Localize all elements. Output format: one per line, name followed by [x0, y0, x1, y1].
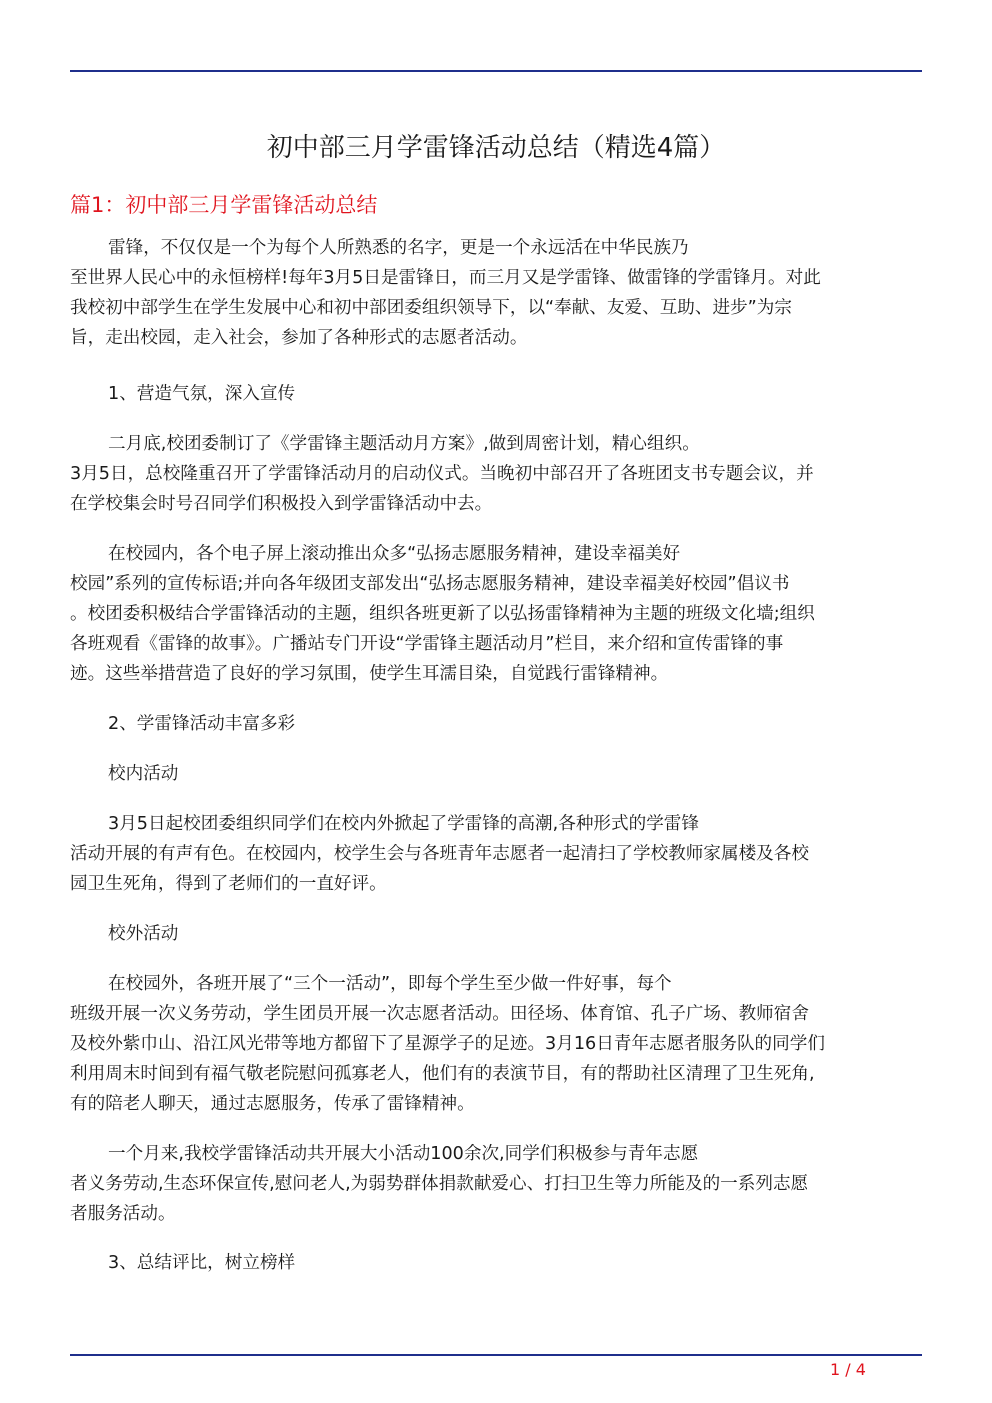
text-line: 在校园外，各班开展了“三个一活动”，即每个学生至少做一件好事，每个	[108, 974, 672, 994]
text-line: 校园”系列的宣传标语;并向各年级团支部发出“弘扬志愿服务精神，建设幸福美好校园”倡议书	[70, 574, 790, 594]
text-line: 及校外紫巾山、沿江风光带等地方都留下了星源学子的足迹。3月16日青年志愿者服务队的同学们	[70, 1034, 825, 1054]
text-line: 至世界人民心中的永恒榜样!每年3月5日是雷锋日，而三月又是学雷锋、做雷锋的学雷锋月。对此	[70, 268, 821, 288]
text-line: 二月底,校团委制订了《学雷锋主题活动月方案》,做到周密计划，精心组织。	[108, 434, 700, 454]
text-line: 校外活动	[108, 924, 179, 944]
subheading-evaluation	[70, 1248, 922, 1278]
text-line: 2、学雷锋活动丰富多彩	[108, 714, 296, 734]
footer-rule	[70, 1354, 922, 1356]
subheading-atmosphere	[70, 379, 922, 409]
text-line: 者义务劳动,生态环保宣传,慰问老人,为弱势群体捐款献爱心、打扫卫生等力所能及的一系列志愿	[70, 1174, 809, 1194]
paragraph-campus-publicity	[70, 539, 922, 689]
section-heading: 篇1：初中部三月学雷锋活动总结	[70, 193, 378, 217]
paragraph-month-summary	[70, 1139, 922, 1229]
text-line: 班级开展一次义务劳动，学生团员开展一次志愿者活动。田径场、体育馆、孔子广场、教师宿舍	[70, 1004, 809, 1024]
paragraph-off-campus	[70, 969, 922, 1119]
text-line: 3月5日，总校隆重召开了学雷锋活动月的启动仪式。当晚初中部召开了各班团支书专题会议，并	[70, 464, 814, 484]
text-line: 。校团委积极结合学雷锋活动的主题，组织各班更新了以弘扬雷锋精神为主题的班级文化墙;组织	[70, 604, 815, 624]
text-line: 有的陪老人聊天，通过志愿服务，传承了雷锋精神。	[70, 1094, 475, 1114]
text-line: 在学校集会时号召同学们积极投入到学雷锋活动中去。	[70, 494, 493, 514]
paragraph-intro	[70, 233, 922, 353]
text-line: 在校园内，各个电子屏上滚动推出众多“弘扬志愿服务精神，建设幸福美好	[108, 544, 681, 564]
text-line: 利用周末时间到有福气敬老院慰问孤寡老人，他们有的表演节目，有的帮助社区清理了卫生死角,	[70, 1064, 815, 1084]
text-line: 一个月来,我校学雷锋活动共开展大小活动100余次,同学们积极参与青年志愿	[108, 1144, 699, 1164]
text-line: 雷锋，不仅仅是一个为每个人所熟悉的名字，更是一个永远活在中华民族乃	[108, 238, 689, 258]
text-line: 各班观看《雷锋的故事》。广播站专门开设“学雷锋主题活动月”栏目，来介绍和宣传雷锋的事	[70, 634, 784, 654]
subheading-activities	[70, 709, 922, 739]
document-title: 初中部三月学雷锋活动总结（精选4篇）	[266, 133, 726, 163]
page-number: 1 / 4	[830, 1360, 866, 1379]
text-line: 3月5日起校团委组织同学们在校内外掀起了学雷锋的高潮,各种形式的学雷锋	[108, 814, 699, 834]
text-line: 校内活动	[108, 764, 179, 784]
subheading-off-campus	[70, 919, 922, 949]
paragraph-on-campus	[70, 809, 922, 899]
paragraph-planning	[70, 429, 922, 519]
text-line: 活动开展的有声有色。在校园内，校学生会与各班青年志愿者一起清扫了学校教师家属楼及各校	[70, 844, 809, 864]
text-line: 迹。这些举措营造了良好的学习氛围，使学生耳濡目染，自觉践行雷锋精神。	[70, 664, 669, 684]
text-line: 3、总结评比，树立榜样	[108, 1253, 296, 1273]
text-line: 园卫生死角，得到了老师们的一直好评。	[70, 874, 387, 894]
text-line: 1、营造气氛，深入宣传	[108, 384, 296, 404]
subheading-on-campus	[70, 759, 922, 789]
text-line: 我校初中部学生在学生发展中心和初中部团委组织领导下，以“奉献、友爱、互助、进步”为宗	[70, 298, 792, 318]
header-rule	[70, 70, 922, 72]
text-line: 旨，走出校园，走入社会，参加了各种形式的志愿者活动。	[70, 328, 528, 348]
text-line: 者服务活动。	[70, 1204, 176, 1224]
